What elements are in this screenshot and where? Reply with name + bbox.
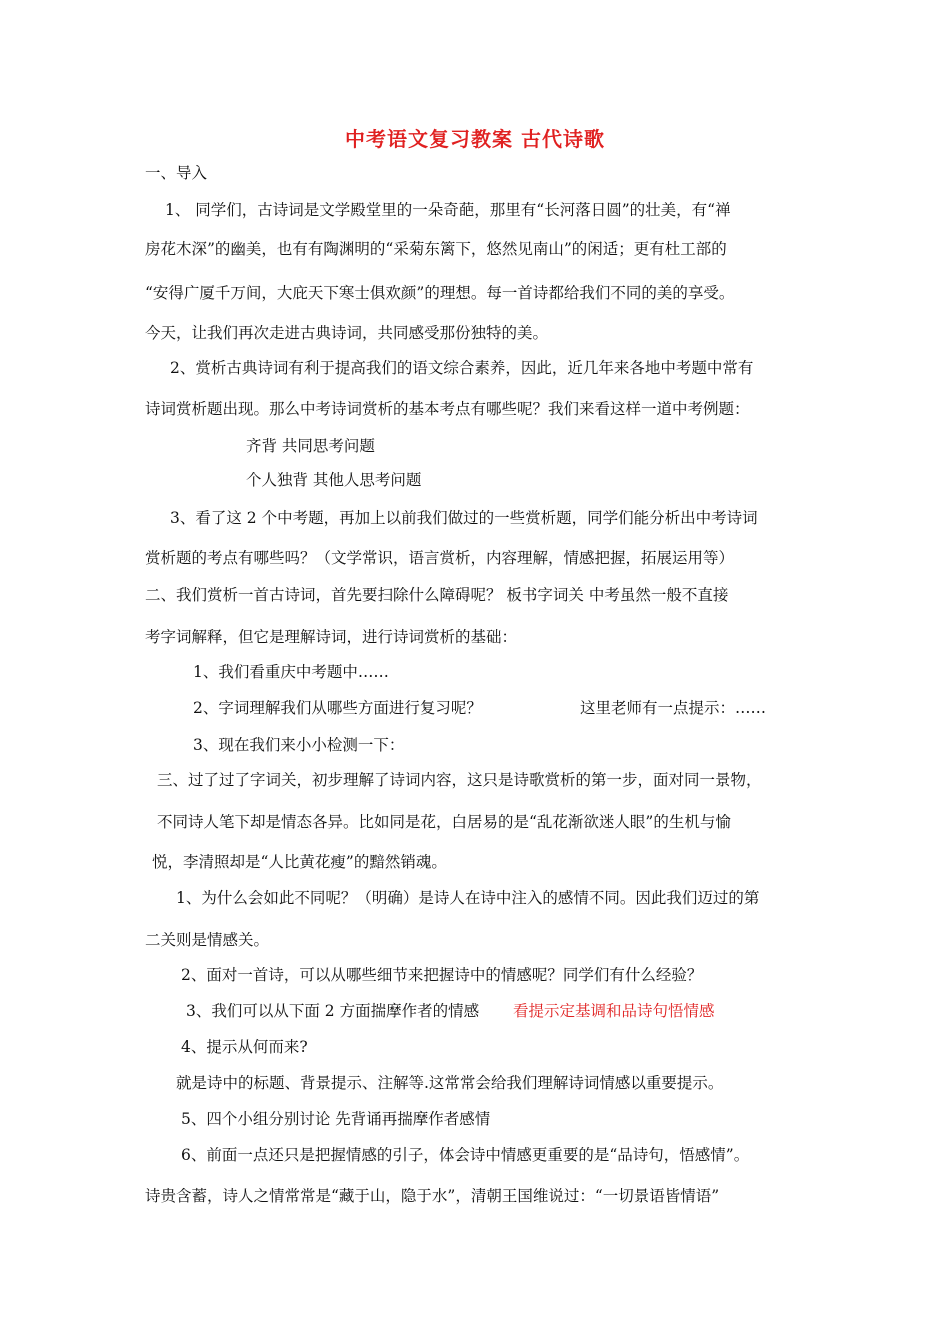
paragraph-line: 1、我们看重庆中考题中…… bbox=[193, 663, 389, 681]
section-heading-words: 二、我们赏析一首古诗词，首先要扫除什么障碍呢？ 板书字词关 中考虽然一般不直接 bbox=[145, 586, 729, 604]
highlight-text: 看提示定基调和品诗句悟情感 bbox=[513, 1002, 715, 1020]
paragraph-line: 房花木深”的幽美，也有有陶渊明的“采菊东篱下，悠然见南山”的闲适；更有杜工部的 bbox=[145, 240, 727, 258]
paragraph-line: 诗贵含蓄，诗人之情常常是“藏于山，隐于水”，清朝王国维说过：“一切景语皆情语” bbox=[145, 1187, 720, 1205]
paragraph-line: 这里老师有一点提示：…… bbox=[580, 699, 767, 717]
paragraph-line: 赏析题的考点有哪些吗？（文学常识，语言赏析，内容理解，情感把握，拓展运用等） bbox=[145, 549, 735, 567]
paragraph-line: 4、提示从何而来? bbox=[181, 1038, 308, 1056]
paragraph-line: 悦，李清照却是“人比黄花瘦”的黯然销魂。 bbox=[152, 853, 447, 871]
paragraph-line: 2、字词理解我们从哪些方面进行复习呢？ bbox=[193, 699, 482, 717]
paragraph-line: 3、看了这 2 个中考题，再加上以前我们做过的一些赏析题，同学们能分析出中考诗词 bbox=[170, 509, 758, 527]
paragraph-line: 3、我们可以从下面 2 方面揣摩作者的情感 bbox=[186, 1002, 480, 1020]
document-title: 中考语文复习教案 古代诗歌 bbox=[345, 127, 605, 151]
paragraph-line: 不同诗人笔下却是情态各异。比如同是花，白居易的是“乱花渐欲迷人眼”的生机与愉 bbox=[157, 813, 731, 831]
paragraph-line: “安得广厦千万间，大庇天下寒士俱欢颜”的理想。每一首诗都给我们不同的美的享受。 bbox=[145, 284, 735, 302]
paragraph-line: 2、面对一首诗，可以从哪些细节来把握诗中的情感呢？同学们有什么经验？ bbox=[181, 966, 703, 984]
paragraph-line: 1、为什么会如此不同呢？（明确）是诗人在诗中注入的感情不同。因此我们迈过的第 bbox=[176, 889, 760, 907]
paragraph-line: 齐背 共同思考问题 bbox=[246, 437, 375, 455]
section-heading-emotion: 三、过了过了字词关，初步理解了诗词内容，这只是诗歌赏析的第一步，面对同一景物， bbox=[157, 771, 762, 789]
paragraph-line: 考字词解释，但它是理解诗词，进行诗词赏析的基础： bbox=[145, 628, 518, 646]
paragraph-line: 就是诗中的标题、背景提示、注解等.这常常会给我们理解诗词情感以重要提示。 bbox=[176, 1074, 724, 1092]
paragraph-line: 今天，让我们再次走进古典诗词，共同感受那份独特的美。 bbox=[145, 324, 549, 342]
paragraph-line: 二关则是情感关。 bbox=[145, 931, 270, 949]
paragraph-line: 3、现在我们来小小检测一下： bbox=[193, 736, 405, 754]
paragraph-line: 1、 同学们，古诗词是文学殿堂里的一朵奇葩，那里有“长河落日圆”的壮美，有“禅 bbox=[165, 201, 731, 219]
section-heading-intro: 一、导入 bbox=[145, 164, 208, 182]
paragraph-line: 5、四个小组分别讨论 先背诵再揣摩作者感情 bbox=[181, 1110, 491, 1128]
paragraph-line: 诗词赏析题出现。那么中考诗词赏析的基本考点有哪些呢？我们来看这样一道中考例题： bbox=[145, 400, 750, 418]
paragraph-line: 个人独背 其他人思考问题 bbox=[246, 471, 422, 489]
paragraph-line: 2、赏析古典诗词有利于提高我们的语文综合素养，因此，近几年来各地中考题中常有 bbox=[170, 359, 754, 377]
paragraph-line: 6、前面一点还只是把握情感的引子，体会诗中情感更重要的是“品诗句，悟感情”。 bbox=[181, 1146, 750, 1164]
